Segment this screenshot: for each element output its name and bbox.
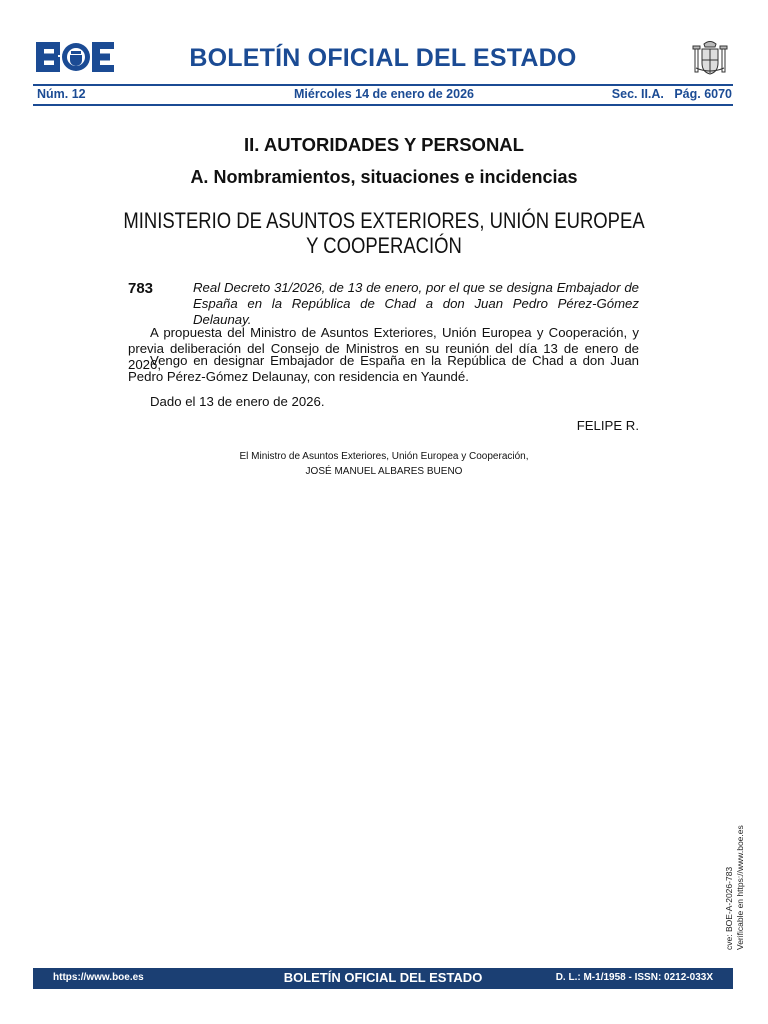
- footer-issn: D. L.: M-1/1958 - ISSN: 0212-033X: [555, 972, 713, 983]
- footer-title: BOLETÍN OFICIAL DEL ESTADO: [283, 970, 483, 985]
- boe-logo: [36, 42, 114, 72]
- section-title: II. AUTORIDADES Y PERSONAL: [244, 134, 524, 155]
- header-rule-bottom: [33, 104, 733, 106]
- paragraph-proposal: A propuesta del Ministro de Asuntos Exteriores, Unión Europea y Cooperación, y previa deliberación del Consejo de Ministros en su reunión del día 13 de enero de 2026,: [128, 325, 639, 372]
- paragraph-date: Dado el 13 de enero de 2026.: [150, 394, 325, 409]
- cve-code: cve: BOE-A-2026-783: [724, 866, 734, 950]
- decree-title: Real Decreto 31/2026, de 13 de enero, por el que se designa Embajador de España en la República de Chad a don Juan Pedro Pérez-Gómez Delaunay.: [193, 280, 639, 327]
- paragraph-designation: Vengo en designar Embajador de España en la República de Chad a don Juan Pedro Pérez-Gómez Delaunay, con residencia en Yaundé.: [128, 353, 639, 384]
- footer-url-link[interactable]: https://www.boe.es: [53, 972, 144, 983]
- ministry-line-2: Y COOPERACIÓN: [306, 233, 462, 258]
- header-rule-top: [33, 84, 733, 86]
- coat-of-arms-icon: [690, 38, 730, 78]
- ministry-line-1: MINISTERIO DE ASUNTOS EXTERIORES, UNIÓN EUROPEA: [123, 208, 645, 233]
- ministry-heading: [61, 208, 706, 258]
- verification-note: [724, 720, 746, 950]
- issue-date: Miércoles 14 de enero de 2026: [294, 87, 474, 101]
- minister-role: El Ministro de Asuntos Exteriores, Unión Europea y Cooperación,: [239, 451, 529, 462]
- footer-bar: [33, 968, 733, 989]
- subsection-title: A. Nombramientos, situaciones e incidencias: [190, 167, 578, 187]
- king-signature: FELIPE R.: [576, 418, 639, 433]
- minister-name: JOSÉ MANUEL ALBARES BUENO: [305, 466, 463, 477]
- verify-url: Verificable en https://www.boe.es: [735, 825, 745, 950]
- bulletin-title: BOLETÍN OFICIAL DEL ESTADO: [189, 44, 577, 72]
- entry-number: 783: [128, 280, 154, 297]
- issue-number: Núm. 12: [37, 87, 86, 101]
- section-page: Sec. II.A. Pág. 6070: [611, 87, 732, 101]
